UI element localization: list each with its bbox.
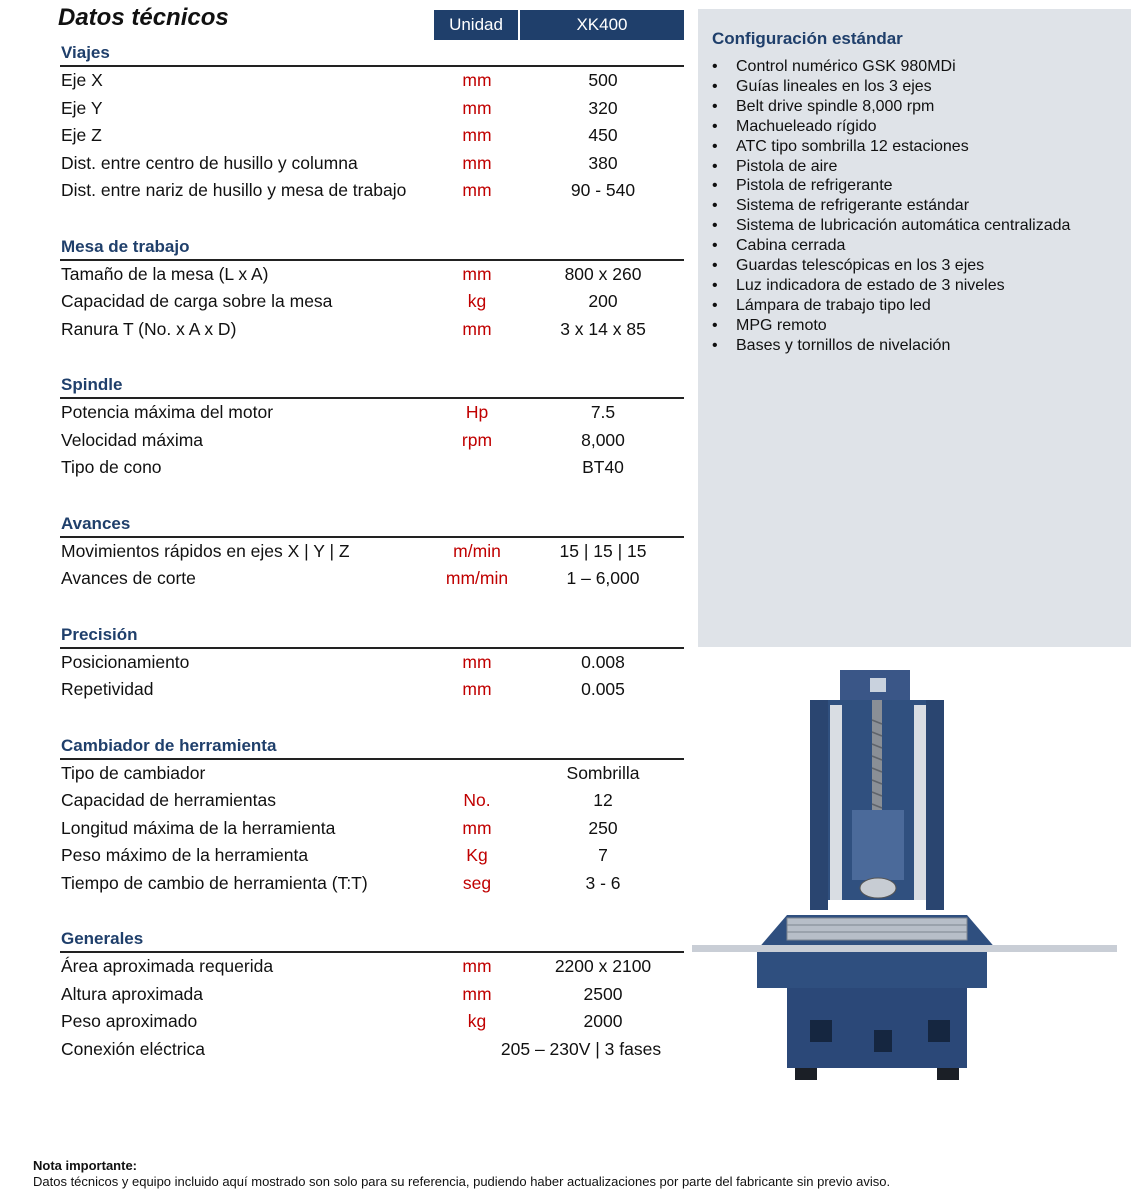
spec-value: 250 [588,817,618,838]
spec-row [60,399,684,427]
spec-unit: mm [462,180,492,200]
spec-label: Tamaño de la mesa (L x A) [61,263,269,284]
config-item-text: Belt drive spindle 8,000 rpm [736,97,935,115]
unit-column-header: Unidad [434,10,518,40]
work-table [787,918,967,940]
spec-label: Conexión eléctrica [61,1038,205,1059]
spec-row [60,261,684,289]
base-pocket-right [928,1020,950,1042]
bullet-icon: • [712,316,718,334]
spec-unit: Kg [466,845,488,865]
spec-label: Posicionamiento [61,651,190,672]
spec-label: Avances de corte [61,568,196,588]
config-item-text: Cabina cerrada [736,237,846,255]
config-item-text: Pistola de refrigerante [736,177,893,195]
config-item [712,57,1070,77]
spec-value: 450 [588,125,618,145]
section-title: Precisión [60,620,684,649]
config-item [712,296,1070,316]
section-title: Generales [60,924,684,953]
machine-image [692,660,1122,1100]
spec-label: Potencia máxima del motor [61,402,274,422]
spec-row [60,1008,684,1036]
spec-row [60,288,684,316]
spec-row [60,676,684,704]
config-item-text: Lámpara de trabajo tipo led [736,296,931,314]
bullet-icon: • [712,97,718,115]
section-title: Avances [60,509,684,538]
spec-label: Repetividad [61,679,154,699]
section-title: Cambiador de herramienta [60,731,684,760]
spec-unit: mm [462,651,492,672]
spec-row [60,67,684,95]
spec-value: 200 [588,291,618,311]
spec-label: Eje Z [61,125,102,145]
spec-value: 8,000 [581,429,625,450]
spindle-head [852,810,904,880]
spec-unit: Hp [465,402,489,422]
config-item [712,157,1070,177]
spec-value: 90 - 540 [570,180,636,200]
spec-unit: mm [462,97,492,118]
spec-value: BT40 [582,457,624,477]
specs-table [60,38,684,1090]
spec-label: Capacidad de herramientas [61,790,276,810]
bullet-icon: • [712,137,718,155]
spec-row [60,1036,684,1064]
config-item-text: Machueleado rígido [736,117,877,135]
spec-section [60,38,684,205]
spec-label: Altura aproximada [61,983,204,1004]
spec-row [60,427,684,455]
config-item [712,276,1070,296]
spec-value: 12 [593,790,613,810]
spec-value: 2500 [583,983,623,1004]
spec-section [60,620,684,704]
bullet-icon: • [712,77,718,95]
spec-unit [431,760,523,788]
spec-label: Área aproximada requerida [61,956,274,976]
spec-label: Tiempo de cambio de herramienta (T:T) [61,872,368,893]
config-item-text: Sistema de lubricación automática centralizada [736,217,1071,235]
bullet-icon: • [712,296,718,314]
note-text: Datos técnicos y equipo incluido aquí mostrado son solo para su referencia, pudiendo haber actualizaciones por parte del fabricante sin previo aviso. [33,1174,891,1189]
spec-unit: No. [463,790,491,810]
spec-row [60,95,684,123]
spec-label: Tipo de cono [61,457,162,477]
spec-label: Capacidad de carga sobre la mesa [61,291,333,311]
spec-row [60,177,684,205]
leveling-foot-left [795,1068,817,1080]
spec-row [60,565,684,593]
spec-section [60,509,684,593]
spec-row [60,953,684,981]
spec-value: 7 [598,845,608,865]
spec-row [60,787,684,815]
spec-row [60,760,684,788]
spec-value: 1 – 6,000 [566,568,640,588]
spec-value: 2000 [583,1011,623,1031]
spec-unit: mm [462,679,492,699]
config-item-text: Luz indicadora de estado de 3 niveles [736,276,1005,294]
bullet-icon: • [712,177,718,195]
config-item [712,336,1070,356]
model-column-header: XK400 [520,10,684,40]
bullet-icon: • [712,58,718,75]
column-left-rib [810,700,828,910]
spec-value: 0.005 [581,679,625,699]
spec-unit [431,454,523,482]
spec-label: Velocidad máxima [61,429,204,450]
spec-label: Eje Y [61,97,103,118]
spec-value: 0.008 [581,651,625,672]
column-right-rib [926,700,944,910]
spec-row [60,150,684,178]
spec-row [60,538,684,566]
spec-value: 2200 x 2100 [554,956,652,976]
config-item-text: Sistema de refrigerante estándar [736,197,970,215]
spec-row [60,649,684,677]
spec-label: Tipo de cambiador [61,762,206,783]
bullet-icon: • [712,237,718,255]
page-title: Datos técnicos [58,4,229,31]
spec-row [60,815,684,843]
leveling-foot-right [937,1068,959,1080]
spec-label: Dist. entre centro de husillo y columna [61,152,358,173]
config-item-text: MPG remoto [736,316,827,334]
config-item [712,196,1070,216]
spec-unit: mm [462,956,492,976]
important-note [33,1158,890,1190]
spec-row [60,870,684,898]
spec-row [60,122,684,150]
spec-section [60,370,684,482]
spec-row [60,842,684,870]
config-item-text: Bases y tornillos de nivelación [736,336,951,354]
bullet-icon: • [712,157,718,175]
spec-section [60,924,684,1063]
standard-config-panel [698,9,1131,647]
spec-unit: kg [467,291,487,311]
section-title: Spindle [60,370,684,399]
spec-section [60,731,684,898]
bullet-icon: • [712,276,718,294]
config-item [712,176,1070,196]
spec-label: Eje X [61,70,103,90]
config-item [712,216,1070,236]
spec-value: 15 | 15 | 15 [559,540,647,561]
spec-label: Ranura T (No. x A x D) [61,318,237,339]
section-title: Viajes [60,38,684,67]
config-item-text: Control numérico GSK 980MDi [736,58,956,75]
base-pocket-left [810,1020,832,1042]
spec-value: 320 [588,97,618,118]
table-guard-left [692,945,1117,952]
saddle [757,952,987,988]
spec-section [60,232,684,344]
spec-value: 500 [588,70,618,90]
spec-label: Peso aproximado [61,1011,198,1031]
bullet-icon: • [712,217,718,235]
spindle-nose [860,878,896,898]
spec-label: Dist. entre nariz de husillo y mesa de trabajo [61,180,407,200]
spec-label: Peso máximo de la herramienta [61,845,309,865]
spec-unit: mm/min [445,568,509,588]
bullet-icon: • [712,336,718,354]
spec-unit: rpm [461,429,493,450]
spec-unit: mm [462,152,492,173]
config-item [712,316,1070,336]
spec-unit: kg [467,1011,487,1031]
spec-unit: seg [462,872,492,893]
spec-row [60,981,684,1009]
config-item [712,117,1070,137]
spec-unit: mm [462,817,492,838]
column-top-window [870,678,886,692]
spec-value: 380 [588,152,618,173]
config-item-text: Guías lineales en los 3 ejes [736,77,932,95]
spec-unit: mm [462,318,492,339]
config-item-text: Pistola de aire [736,157,838,175]
config-item-text: ATC tipo sombrilla 12 estaciones [736,137,969,155]
spec-value: Sombrilla [566,762,640,783]
spec-unit: mm [462,70,492,90]
config-list [712,57,1070,356]
bullet-icon: • [712,197,718,215]
config-item [712,256,1070,276]
spec-label: Movimientos rápidos en ejes X | Y | Z [61,540,350,561]
base-pocket-center [874,1030,892,1052]
spec-unit: m/min [453,540,501,561]
spec-value: 3 - 6 [585,872,621,893]
config-item [712,236,1070,256]
config-title: Configuración estándar [712,29,903,48]
spec-unit: mm [462,263,492,284]
note-title: Nota importante: [33,1158,137,1173]
spec-value: 205 – 230V | 3 fases [500,1038,662,1059]
config-item-text: Guardas telescópicas en los 3 ejes [736,257,985,275]
section-title: Mesa de trabajo [60,232,684,261]
spec-value: 7.5 [590,402,616,422]
spec-value: 3 x 14 x 85 [560,318,646,339]
bullet-icon: • [712,117,718,135]
config-item [712,137,1070,157]
spec-row [60,454,684,482]
config-item [712,97,1070,117]
spec-label: Longitud máxima de la herramienta [61,817,336,838]
spec-unit: mm [462,983,492,1004]
bullet-icon: • [712,257,718,275]
right-linear-guide [914,705,926,900]
spec-value: 800 x 260 [564,263,642,284]
left-linear-guide [830,705,842,900]
spec-row [60,316,684,344]
spec-unit: mm [462,125,492,145]
config-item [712,77,1070,97]
